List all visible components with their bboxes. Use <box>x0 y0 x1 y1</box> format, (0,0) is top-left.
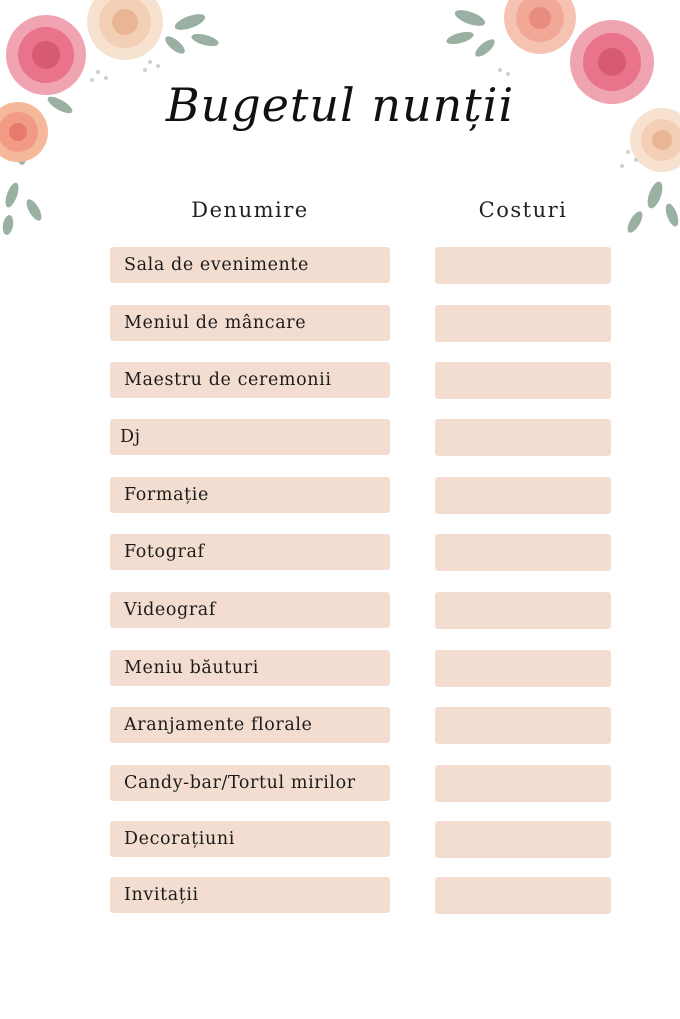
cost-field[interactable] <box>435 419 611 456</box>
item-label: Videograf <box>110 592 390 628</box>
cost-field[interactable] <box>435 821 611 858</box>
list-item <box>0 877 680 914</box>
item-label: Aranjamente florale <box>110 707 390 743</box>
list-item <box>0 821 680 858</box>
item-label: Dj <box>110 419 390 455</box>
list-item <box>0 305 680 342</box>
cost-field[interactable] <box>435 477 611 514</box>
page-title: Bugetul nunții <box>165 78 515 132</box>
cost-field[interactable] <box>435 305 611 342</box>
item-label: Formație <box>110 477 390 513</box>
list-item <box>0 592 680 629</box>
list-item <box>0 534 680 571</box>
item-label: Maestru de ceremonii <box>110 362 390 398</box>
item-label: Fotograf <box>110 534 390 570</box>
list-item <box>0 707 680 744</box>
cost-field[interactable] <box>435 765 611 802</box>
list-item <box>0 477 680 514</box>
list-item <box>0 419 680 456</box>
item-label: Candy-bar/Tortul mirilor <box>110 765 390 801</box>
item-label: Invitații <box>110 877 390 913</box>
item-label: Meniul de mâncare <box>110 305 390 341</box>
cost-field[interactable] <box>435 247 611 284</box>
cost-field[interactable] <box>435 877 611 914</box>
item-label: Decorațiuni <box>110 821 390 857</box>
cost-field[interactable] <box>435 534 611 571</box>
list-item <box>0 765 680 802</box>
cost-field[interactable] <box>435 592 611 629</box>
rose-icon <box>87 0 163 60</box>
list-item <box>0 247 680 284</box>
column-header-cost: Costuri <box>478 198 568 222</box>
cost-field[interactable] <box>435 650 611 687</box>
item-label: Meniu băuturi <box>110 650 390 686</box>
rose-icon <box>504 0 576 54</box>
item-label: Sala de evenimente <box>110 247 390 283</box>
cost-field[interactable] <box>435 362 611 399</box>
cost-field[interactable] <box>435 707 611 744</box>
column-header-name: Denumire <box>191 198 309 222</box>
list-item <box>0 650 680 687</box>
list-item <box>0 362 680 399</box>
